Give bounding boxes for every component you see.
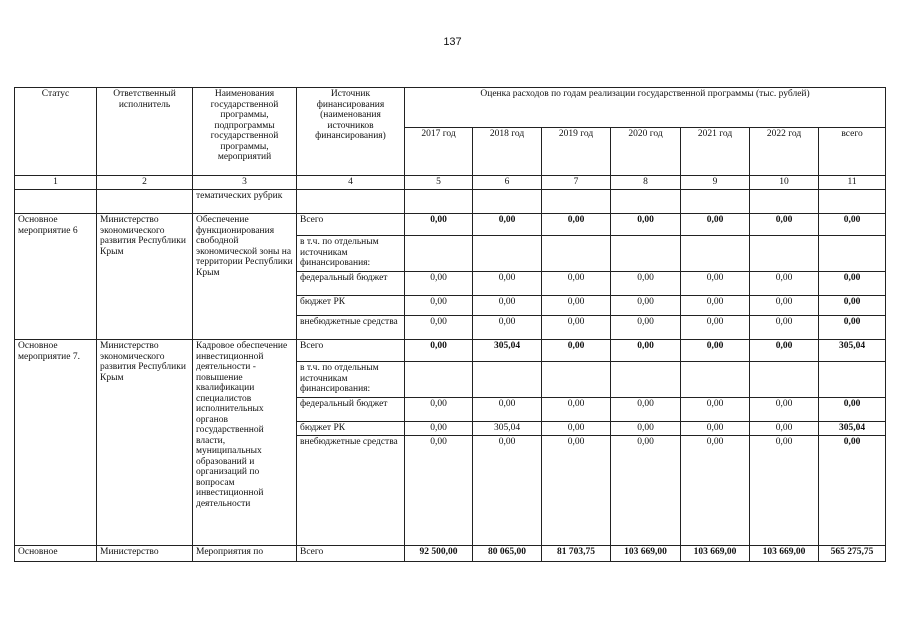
year-value-cell: 0,00 bbox=[750, 316, 819, 340]
funding-source: бюджет РК bbox=[297, 422, 405, 436]
year-value-cell: 0,00 bbox=[681, 340, 750, 362]
table-row bbox=[15, 340, 886, 362]
year-value-cell: 0,00 bbox=[681, 436, 750, 546]
year-value-cell: 0,00 bbox=[681, 272, 750, 296]
year-value-cell bbox=[611, 362, 681, 398]
year-value-cell: 0,00 bbox=[542, 436, 611, 546]
funding-source: федеральный бюджет bbox=[297, 398, 405, 422]
table-row bbox=[15, 214, 886, 236]
header-year: 2022 год bbox=[750, 128, 819, 176]
budget-table bbox=[14, 87, 886, 562]
year-value-cell: 0,00 bbox=[542, 422, 611, 436]
year-value-cell: 0,00 bbox=[473, 398, 542, 422]
year-value-cell: 0,00 bbox=[750, 340, 819, 362]
year-value-cell bbox=[473, 236, 542, 272]
year-value-cell: 0,00 bbox=[405, 272, 473, 296]
year-value-cell: 0,00 bbox=[681, 316, 750, 340]
page-number: 137 bbox=[443, 36, 462, 48]
col-number: 6 bbox=[473, 176, 542, 190]
year-value-cell bbox=[542, 236, 611, 272]
block-name: Кадровое обеспечение инвестиционной деятельности - повышение квалификации специалистов исполнительных органов государственной власти, муниципальных образований и организаций по вопросам инвестиционной деятельности bbox=[193, 340, 297, 546]
year-value-cell bbox=[542, 362, 611, 398]
year-value-cell bbox=[750, 362, 819, 398]
year-value-cell: 0,00 bbox=[611, 422, 681, 436]
col-number: 2 bbox=[97, 176, 193, 190]
header-year: 2021 год bbox=[681, 128, 750, 176]
carry-text: тематических рубрик bbox=[193, 190, 297, 214]
total-cell: 565 275,75 bbox=[819, 546, 886, 562]
year-value-cell: 0,00 bbox=[542, 316, 611, 340]
block-executor: Министерство экономического развития Республики Крым bbox=[97, 214, 193, 340]
year-value-cell: 0,00 bbox=[542, 272, 611, 296]
carry-over-row bbox=[15, 190, 886, 214]
col-number: 8 bbox=[611, 176, 681, 190]
year-value-cell bbox=[681, 362, 750, 398]
col-number: 5 bbox=[405, 176, 473, 190]
year-value-cell: 92 500,00 bbox=[405, 546, 473, 562]
header-year: 2019 год bbox=[542, 128, 611, 176]
year-value-cell bbox=[473, 362, 542, 398]
col-number: 10 bbox=[750, 176, 819, 190]
year-value-cell: 305,04 bbox=[473, 340, 542, 362]
block-executor: Министерство экономического развития Республики Крым bbox=[97, 340, 193, 546]
year-value-cell: 0,00 bbox=[542, 398, 611, 422]
year-value-cell: 0,00 bbox=[611, 296, 681, 316]
funding-source: внебюджетные средства bbox=[297, 316, 405, 340]
year-value-cell: 0,00 bbox=[611, 436, 681, 546]
header-year: 2017 год bbox=[405, 128, 473, 176]
total-cell: 0,00 bbox=[819, 436, 886, 546]
year-value-cell: 0,00 bbox=[473, 296, 542, 316]
total-cell: 0,00 bbox=[819, 398, 886, 422]
year-value-cell bbox=[405, 236, 473, 272]
table-row bbox=[15, 546, 886, 562]
year-value-cell: 0,00 bbox=[542, 214, 611, 236]
year-value-cell: 0,00 bbox=[681, 296, 750, 316]
year-value-cell: 0,00 bbox=[750, 436, 819, 546]
col-number: 7 bbox=[542, 176, 611, 190]
header-status: Статус bbox=[15, 88, 97, 176]
last-row-source: Всего bbox=[297, 546, 405, 562]
year-value-cell: 0,00 bbox=[750, 398, 819, 422]
block-status: Основное мероприятие 7. bbox=[15, 340, 97, 546]
year-value-cell: 103 669,00 bbox=[681, 546, 750, 562]
year-value-cell: 0,00 bbox=[405, 296, 473, 316]
year-value-cell: 0,00 bbox=[473, 436, 542, 546]
total-cell bbox=[819, 362, 886, 398]
total-cell: 0,00 bbox=[819, 296, 886, 316]
total-cell: 305,04 bbox=[819, 422, 886, 436]
block-name: Обеспечение функционирования свободной экономической зоны на территории Республики Крым bbox=[193, 214, 297, 340]
last-row-name: Мероприятия по bbox=[193, 546, 297, 562]
year-value-cell: 0,00 bbox=[611, 272, 681, 296]
year-value-cell: 305,04 bbox=[473, 422, 542, 436]
last-row-status: Основное bbox=[15, 546, 97, 562]
col-number: 11 bbox=[819, 176, 886, 190]
year-value-cell bbox=[681, 236, 750, 272]
year-value-cell: 0,00 bbox=[750, 214, 819, 236]
year-value-cell: 103 669,00 bbox=[750, 546, 819, 562]
col-number: 1 bbox=[15, 176, 97, 190]
year-value-cell: 0,00 bbox=[405, 422, 473, 436]
header-executor: Ответственный исполнитель bbox=[97, 88, 193, 176]
col-number: 4 bbox=[297, 176, 405, 190]
year-value-cell: 0,00 bbox=[750, 422, 819, 436]
year-value-cell: 0,00 bbox=[750, 296, 819, 316]
total-cell: 305,04 bbox=[819, 340, 886, 362]
col-number: 9 bbox=[681, 176, 750, 190]
year-value-cell: 0,00 bbox=[473, 272, 542, 296]
year-value-cell: 81 703,75 bbox=[542, 546, 611, 562]
year-value-cell: 0,00 bbox=[542, 340, 611, 362]
year-value-cell: 103 669,00 bbox=[611, 546, 681, 562]
year-value-cell bbox=[405, 362, 473, 398]
year-value-cell: 0,00 bbox=[473, 214, 542, 236]
year-value-cell: 0,00 bbox=[611, 316, 681, 340]
header-year: 2018 год bbox=[473, 128, 542, 176]
header-estimate: Оценка расходов по годам реализации государственной программы (тыс. рублей) bbox=[405, 88, 886, 128]
year-value-cell: 0,00 bbox=[681, 422, 750, 436]
last-row-executor: Министерство bbox=[97, 546, 193, 562]
year-value-cell: 0,00 bbox=[405, 316, 473, 340]
total-cell bbox=[819, 236, 886, 272]
header-year: 2020 год bbox=[611, 128, 681, 176]
year-value-cell bbox=[611, 236, 681, 272]
year-value-cell: 0,00 bbox=[611, 398, 681, 422]
header-name: Наименования государственной программы, подпрограммы государственной программы, мероприятий bbox=[193, 88, 297, 176]
funding-source: бюджет РК bbox=[297, 296, 405, 316]
year-value-cell: 80 065,00 bbox=[473, 546, 542, 562]
total-cell: 0,00 bbox=[819, 272, 886, 296]
header-total: всего bbox=[819, 128, 886, 176]
header-source: Источник финансирования (наименования источников финансирования) bbox=[297, 88, 405, 176]
year-value-cell: 0,00 bbox=[681, 214, 750, 236]
column-number-row bbox=[15, 176, 886, 190]
funding-source: в т.ч. по отдельным источникам финансирования: bbox=[297, 362, 405, 398]
year-value-cell: 0,00 bbox=[405, 214, 473, 236]
year-value-cell: 0,00 bbox=[473, 316, 542, 340]
year-value-cell: 0,00 bbox=[750, 272, 819, 296]
col-number: 3 bbox=[193, 176, 297, 190]
total-cell: 0,00 bbox=[819, 316, 886, 340]
year-value-cell: 0,00 bbox=[405, 340, 473, 362]
year-value-cell: 0,00 bbox=[611, 214, 681, 236]
total-cell: 0,00 bbox=[819, 214, 886, 236]
block-status: Основное мероприятие 6 bbox=[15, 214, 97, 340]
funding-source: Всего bbox=[297, 214, 405, 236]
year-value-cell: 0,00 bbox=[681, 398, 750, 422]
funding-source: внебюджетные средства bbox=[297, 436, 405, 546]
year-value-cell: 0,00 bbox=[405, 436, 473, 546]
funding-source: Всего bbox=[297, 340, 405, 362]
funding-source: федеральный бюджет bbox=[297, 272, 405, 296]
year-value-cell bbox=[750, 236, 819, 272]
year-value-cell: 0,00 bbox=[542, 296, 611, 316]
year-value-cell: 0,00 bbox=[611, 340, 681, 362]
year-value-cell: 0,00 bbox=[405, 398, 473, 422]
funding-source: в т.ч. по отдельным источникам финансирования: bbox=[297, 236, 405, 272]
